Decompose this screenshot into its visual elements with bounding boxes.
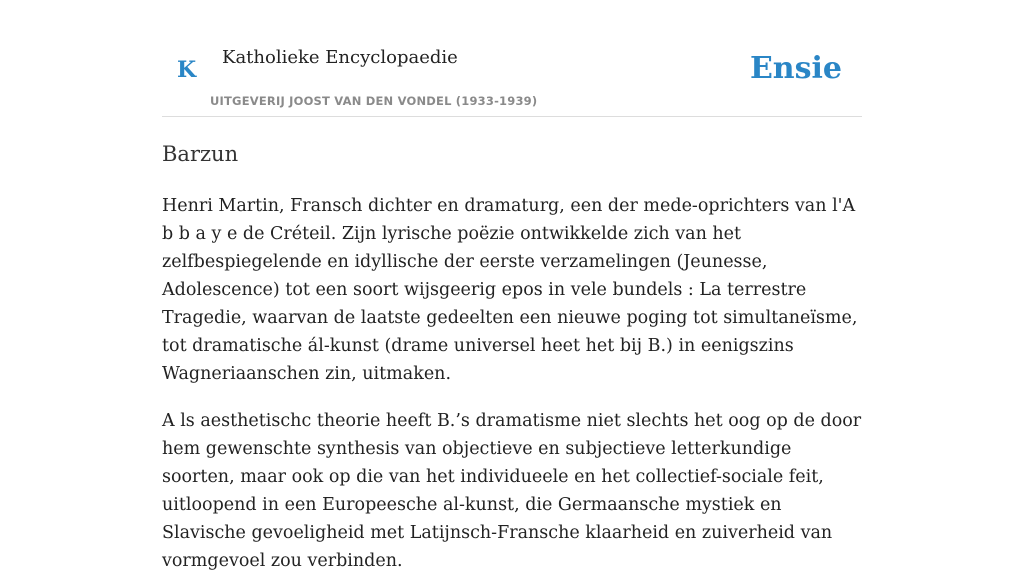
article bbox=[162, 138, 862, 575]
encyclopedia-title[interactable]: Katholieke Encyclopaedie bbox=[222, 47, 458, 68]
ensie-logo-link[interactable]: Ensie bbox=[749, 51, 842, 86]
article-paragraph-1: Henri Martin, Fransch dichter en dramaturg, een der mede-oprichters van l'A b b a y e de Créteil. Zijn lyrische poëzie ontwikkelde zich van het zelfbespiegelende en idyllische der eerste verzamelingen (Jeunesse, Adolescence) tot een soort wijsgeerig epos in vele bundels : La terrestre Tragedie, waarvan de laatste gedeelten een nieuwe poging tot simultaneïsme, tot dramatische ál-kunst (drame universel heet het bij B.) in eenigszins Wagneriaanschen zin, uitmaken. bbox=[162, 196, 858, 384]
article-title: Barzun bbox=[162, 142, 239, 166]
publisher-subtitle: UITGEVERIJ JOOST VAN DEN VONDEL (1933-1939) bbox=[210, 94, 538, 108]
site-header bbox=[162, 0, 862, 117]
encyclopedia-logo[interactable]: K bbox=[177, 57, 197, 83]
article-paragraph-2: A ls aesthetischc theorie heeft B.’s dramatisme niet slechts het oog op de door hem gewenschte synthesis van objectieve en subjectieve letterkundige soorten, maar ook op die van het individueele en het collectief-sociale feit, uitloopend in een Europeesche al-kunst, die Germaansche mystiek en Slavische gevoeligheid met Latijnsch-Fransche klaarheid en zuiverheid van vormgevoel zou verbinden. bbox=[162, 411, 862, 571]
